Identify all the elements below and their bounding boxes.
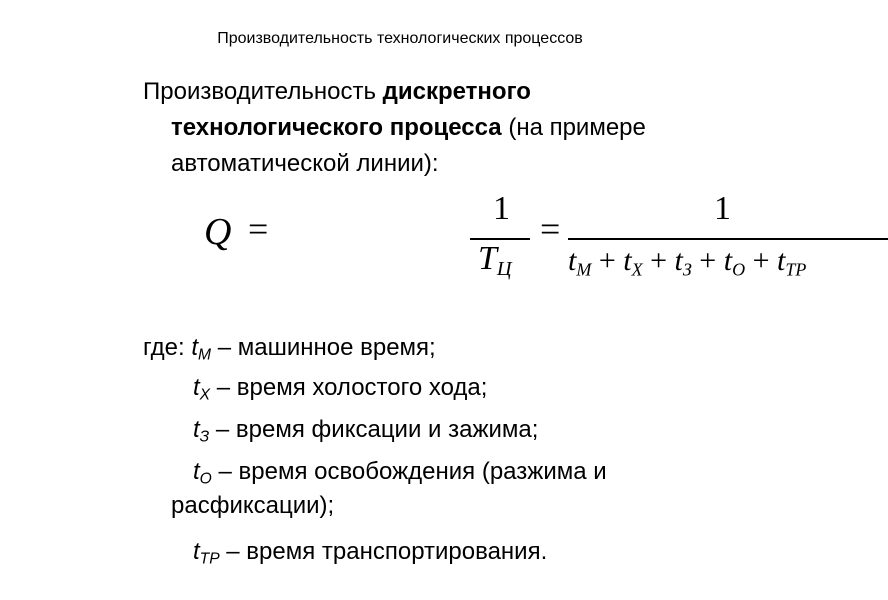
definition-text: – время транспортирования. <box>219 538 548 565</box>
time-term: $t_{ТР}$ <box>776 244 807 280</box>
definition-item <box>193 458 607 489</box>
symbol-subscript: Х <box>199 386 211 404</box>
definition-text: – время фиксации и зажима; <box>209 416 539 443</box>
symbol-letter: t <box>193 374 200 401</box>
symbol <box>193 538 220 568</box>
heading-bold-text: технологического процесса <box>171 114 502 141</box>
definitions-prefix: где: <box>143 334 192 361</box>
heading-text: (на примере <box>501 114 646 141</box>
time-term: $t_О$ <box>723 244 746 280</box>
definition-continuation: расфиксации); <box>171 492 335 519</box>
definition-item <box>143 334 436 365</box>
definition-text: – время холостого хода; <box>210 374 488 401</box>
plus-sign: + <box>642 244 675 277</box>
heading-line-3: автоматической линии): <box>171 150 439 177</box>
formula-denominator-1 <box>478 240 512 281</box>
period-symbol: T <box>478 240 497 277</box>
symbol <box>193 374 211 404</box>
formula-equals: = <box>248 209 269 249</box>
symbol <box>191 334 212 364</box>
time-term-subscript: З <box>682 259 692 280</box>
plus-sign: + <box>591 244 624 277</box>
symbol-letter: t <box>193 458 200 485</box>
symbol-subscript: ТР <box>199 550 220 568</box>
time-term-subscript: ТР <box>785 259 807 280</box>
symbol <box>193 458 212 488</box>
definition-text: – время освобождения (разжима и <box>211 458 607 485</box>
definition-item <box>193 416 538 447</box>
period-subscript: Ц <box>496 258 512 281</box>
formula-denominator-2 <box>568 244 806 280</box>
heading <box>143 74 793 182</box>
time-term: $t_Х$ <box>623 244 643 280</box>
symbol-letter: t <box>191 334 199 361</box>
heading-line-2 <box>143 110 793 146</box>
definition-text: – машинное время; <box>211 334 436 361</box>
symbol-subscript: М <box>198 346 212 364</box>
formula-numerator-2: 1 <box>714 190 731 227</box>
time-term-subscript: Х <box>631 259 643 280</box>
time-term: $t_М$ <box>568 244 592 280</box>
symbol <box>193 416 210 446</box>
heading-bold-text: дискретного <box>382 78 531 105</box>
symbol-letter: t <box>193 416 200 443</box>
symbol-letter: t <box>193 538 200 565</box>
definition-item <box>193 538 547 569</box>
fraction-bar <box>568 238 888 240</box>
productivity-formula <box>200 190 807 290</box>
time-term-subscript: О <box>732 259 746 280</box>
heading-text: Производительность <box>143 78 383 105</box>
slide-title: Производительность технологических процессов <box>217 30 583 47</box>
time-term: $t_З$ <box>674 244 692 280</box>
plus-sign: + <box>691 244 724 277</box>
time-term-subscript: М <box>576 259 592 280</box>
formula-lhs: Q <box>204 211 232 253</box>
formula-numerator-1: 1 <box>493 190 510 227</box>
heading-line-1 <box>143 74 793 110</box>
formula-equals: = <box>540 209 561 249</box>
symbol-subscript: З <box>199 428 210 446</box>
definition-item <box>193 374 487 405</box>
symbol-subscript: О <box>199 470 212 488</box>
plus-sign: + <box>745 244 777 277</box>
